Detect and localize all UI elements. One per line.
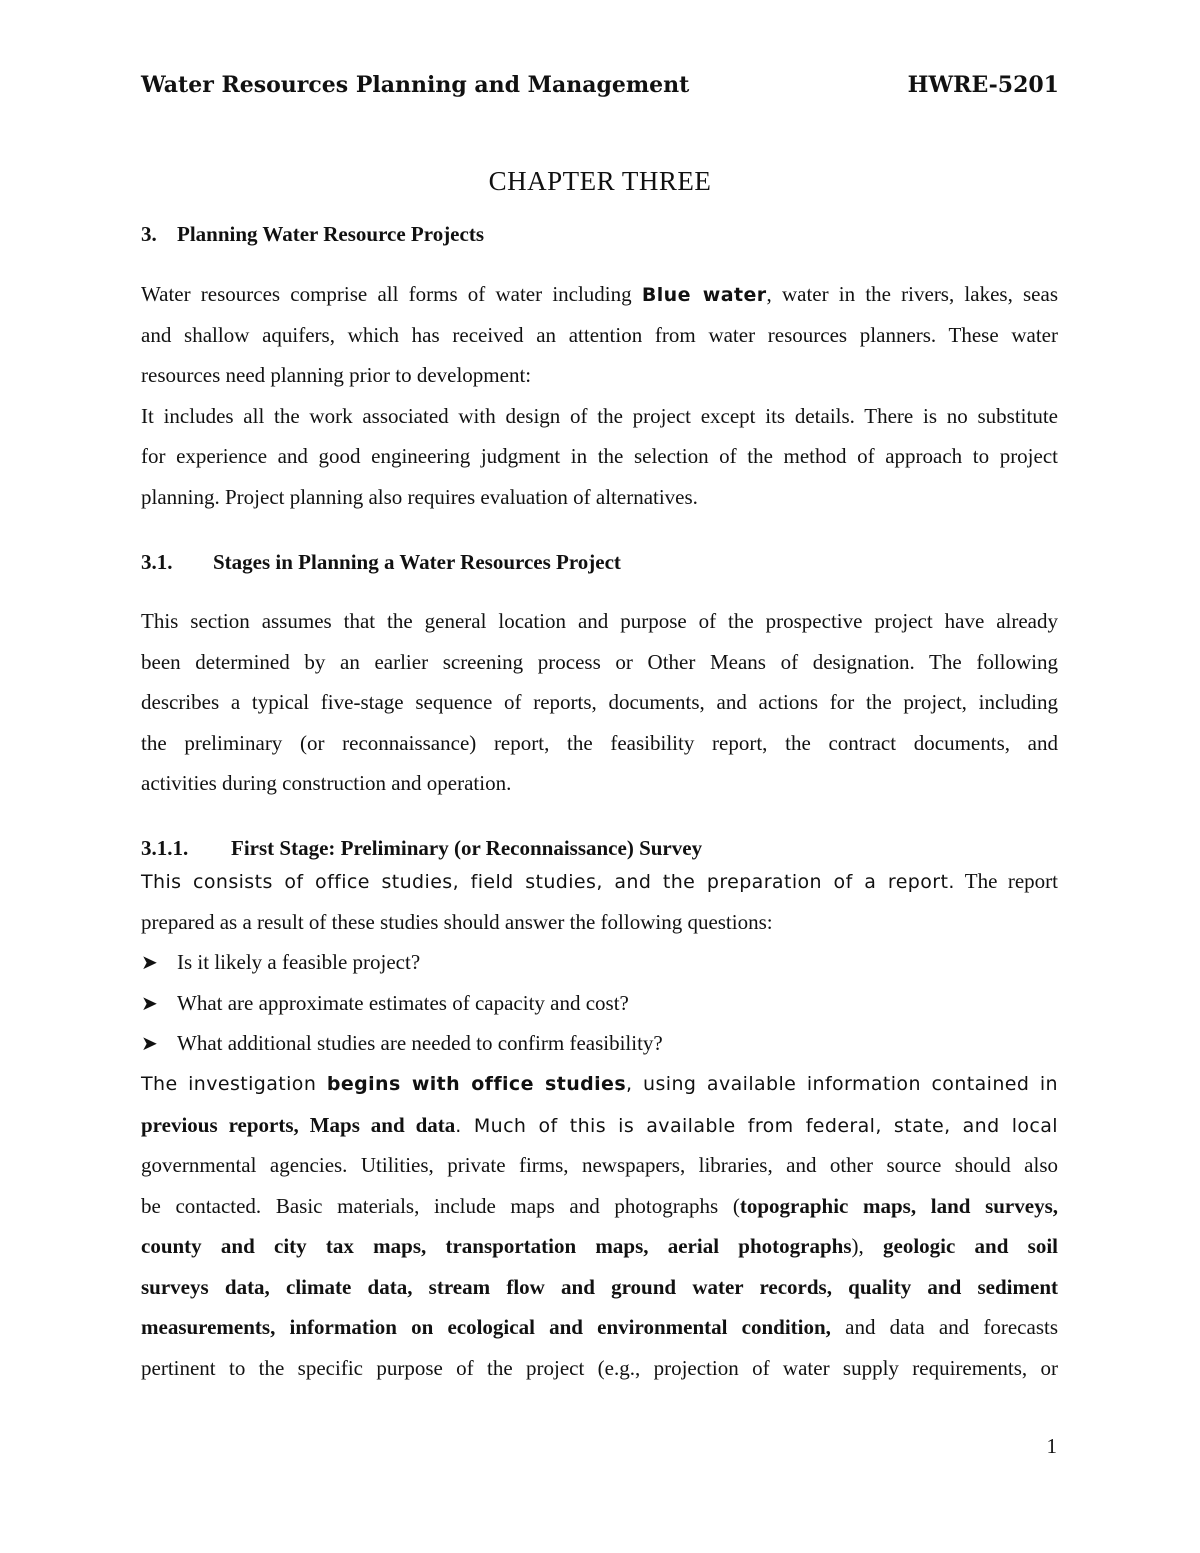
- section-3-paragraph: [141, 274, 1058, 517]
- section-3-1-heading: [141, 550, 621, 575]
- paragraph-line: been determined by an earlier screening process or Other Means of designation. The following: [141, 649, 1058, 674]
- bold-term: previous reports, Maps and data: [141, 1112, 456, 1137]
- paragraph-line: It includes all the work associated with design of the project except its details. There is no substitute: [141, 403, 1058, 428]
- question-list: [141, 942, 1058, 1064]
- paragraph-line: activities during construction and operation.: [141, 771, 512, 795]
- paragraph-line: [141, 1186, 1058, 1227]
- paragraph-line: for experience and good engineering judgment in the selection of the method of approach to project: [141, 444, 1058, 468]
- bold-term: topographic maps, land surveys,: [739, 1193, 1058, 1218]
- paragraph-line: [141, 861, 1058, 902]
- paragraph-line: prepared as a result of these studies should answer the following questions:: [141, 909, 773, 934]
- section-3-1-1-title: First Stage: Preliminary (or Reconnaissance) Survey: [231, 836, 703, 860]
- list-item: [141, 983, 1058, 1024]
- paragraph-line: planning. Project planning also requires evaluation of alternatives.: [141, 484, 698, 509]
- paragraph-line: [141, 1226, 1058, 1267]
- page-header: [141, 72, 1059, 98]
- bold-term: begins with office studies: [326, 1073, 627, 1095]
- text-run: This consists of office studies, field studies, and the preparation of a report.: [141, 871, 955, 893]
- section-3-title: Planning Water Resource Projects: [177, 222, 484, 246]
- list-item-text: Is it likely a feasible project?: [177, 950, 421, 974]
- bold-term: geologic and soil: [883, 1234, 1058, 1258]
- bold-term: measurements, information on ecological and environmental condition,: [141, 1315, 831, 1339]
- text-run: , water in the rivers, lakes, seas: [766, 282, 1058, 306]
- text-run: and data and forecasts: [830, 1315, 1058, 1339]
- bold-term: county and city tax maps, transportation maps, aerial photographs: [141, 1234, 852, 1258]
- paragraph-line: [141, 1307, 1058, 1348]
- list-item: [141, 942, 1058, 983]
- paragraph-line: [141, 1267, 1058, 1308]
- text-run: Water resources comprise all forms of water including: [141, 282, 642, 306]
- list-item-text: What are approximate estimates of capacity and cost?: [177, 990, 629, 1015]
- text-run: The report: [954, 869, 1058, 893]
- arrow-bullet-icon: ➤: [141, 1031, 158, 1055]
- paragraph-line: describes a typical five-stage sequence of reports, documents, and actions for the project, including: [141, 690, 1058, 714]
- paragraph-line: resources need planning prior to development:: [141, 363, 532, 387]
- paragraph-line: [141, 274, 1058, 315]
- paragraph-line: [141, 1105, 1058, 1146]
- paragraph-line: and shallow aquifers, which has received an attention from water resources planners. These water: [141, 322, 1058, 347]
- section-3-heading: [141, 222, 484, 247]
- section-3-number: 3.: [141, 222, 157, 246]
- section-3-1-title: Stages in Planning a Water Resources Project: [213, 550, 621, 574]
- paragraph-line: pertinent to the specific purpose of the project (e.g., projection of water supply requirements, or: [141, 1355, 1058, 1380]
- section-3-1-1-heading: [141, 836, 702, 861]
- header-title: Water Resources Planning and Management: [141, 72, 690, 98]
- bold-term: surveys data, climate data, stream flow and ground water records, quality and sediment: [141, 1274, 1058, 1299]
- text-run: . Much of this is available from federal, state, and local: [455, 1114, 1058, 1137]
- section-3-1-1-intro: [141, 861, 1058, 942]
- list-item-text: What additional studies are needed to confirm feasibility?: [177, 1031, 663, 1055]
- header-course-code: HWRE-5201: [907, 72, 1059, 98]
- chapter-title: CHAPTER THREE: [488, 166, 712, 196]
- page-number: 1: [1046, 1434, 1057, 1458]
- arrow-bullet-icon: ➤: [141, 950, 158, 974]
- text-run: ),: [851, 1234, 883, 1258]
- text-run: be contacted. Basic materials, include maps and photographs (: [141, 1193, 740, 1218]
- paragraph-line: governmental agencies. Utilities, private firms, newspapers, libraries, and other source should also: [141, 1153, 1058, 1177]
- section-3-1-paragraph: [141, 601, 1058, 804]
- section-3-1-1-number: 3.1.1.: [141, 836, 189, 860]
- bold-term: Blue water: [641, 284, 767, 306]
- text-run: , using available information contained in: [626, 1073, 1058, 1095]
- arrow-bullet-icon: ➤: [141, 990, 158, 1015]
- paragraph-line: the preliminary (or reconnaissance) report, the feasibility report, the contract documents, and: [141, 730, 1058, 755]
- text-run: The investigation: [141, 1073, 327, 1095]
- section-3-1-1-paragraph: [141, 1064, 1058, 1388]
- paragraph-line: [141, 1064, 1058, 1105]
- section-3-1-number: 3.1.: [141, 550, 173, 574]
- paragraph-line: This section assumes that the general location and purpose of the prospective project have already: [141, 609, 1058, 633]
- list-item: [141, 1023, 1058, 1064]
